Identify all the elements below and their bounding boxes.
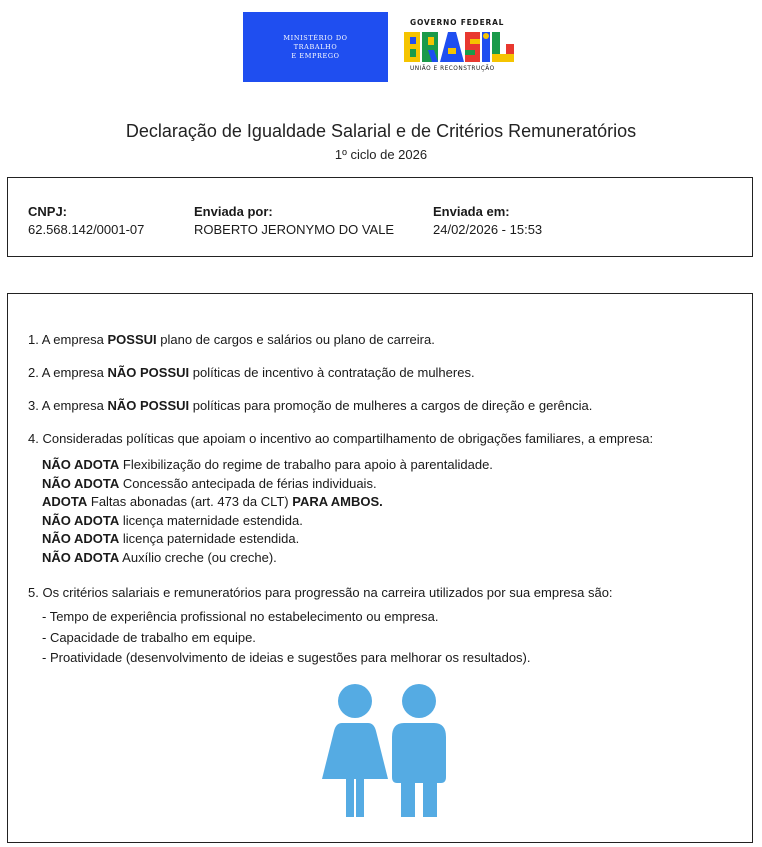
item-4: 4. Consideradas políticas que apoiam o incentivo ao compartilhamento de obrigações familiares, a empresa: [28, 431, 654, 446]
item-2-post: políticas de incentivo à contratação de mulheres. [189, 365, 475, 380]
submission-info-box [7, 177, 753, 257]
item-3-status: NÃO POSSUI [107, 398, 190, 413]
criteria-item: - Proatividade (desenvolvimento de ideias e sugestões para melhorar os resultados). [42, 650, 531, 665]
ministry-line-2: TRABALHO [293, 42, 338, 51]
item-1-status: POSSUI [107, 332, 157, 347]
ministry-line-1: MINISTÉRIO DO [283, 33, 348, 42]
criteria-item: - Capacidade de trabalho em equipe. [42, 629, 256, 645]
cnpj-value: 62.568.142/0001-07 [28, 222, 145, 237]
government-logo [400, 16, 522, 78]
criteria-item: - Tempo de experiência profissional no estabelecimento ou empresa. [42, 609, 439, 624]
sent-by-value: ROBERTO JERONYMO DO VALE [194, 222, 395, 237]
cnpj-field [28, 203, 144, 239]
sent-by-label: Enviada por: [194, 204, 273, 219]
sent-at-label: Enviada em: [433, 204, 510, 219]
ministry-line-3: E EMPREGO [291, 51, 340, 60]
gov-bottom-text: UNIÃO E RECONSTRUÇÃO [410, 66, 495, 72]
item-5: 5. Os critérios salariais e remuneratórios para progressão na carreira utilizados por sua empresa são: [28, 585, 613, 600]
man-figure-icon [392, 684, 446, 817]
item-2-pre: 2. A empresa [28, 365, 108, 380]
sent-by-field [194, 203, 394, 239]
item-3-post: políticas para promoção de mulheres a cargos de direção e gerência. [189, 398, 593, 413]
policy-item: NÃO ADOTA licença maternidade estendida. [42, 512, 303, 528]
item-1-pre: 1. A empresa [28, 332, 108, 347]
item-2-status: NÃO POSSUI [107, 365, 190, 380]
cnpj-label: CNPJ: [28, 204, 68, 219]
item-3-pre: 3. A empresa [28, 398, 108, 413]
page-subtitle: 1º ciclo de 2026 [334, 147, 428, 162]
declaration-box [7, 293, 753, 843]
page-title: Declaração de Igualdade Salarial e de Critérios Remuneratórios [125, 121, 637, 141]
brasil-wordmark [402, 30, 520, 64]
gov-top-text: GOVERNO FEDERAL [410, 18, 505, 27]
sent-at-field [433, 203, 542, 239]
policy-item: NÃO ADOTA Concessão antecipada de férias individuais. [42, 475, 377, 491]
policy-item: ADOTA Faltas abonadas (art. 473 da CLT) PARA AMBOS. [42, 494, 383, 510]
policy-item: NÃO ADOTA Flexibilização do regime de trabalho para apoio à parentalidade. [42, 457, 493, 472]
people-illustration [318, 679, 448, 819]
item-1-post: plano de cargos e salários ou plano de carreira. [156, 332, 435, 347]
ministry-logo [243, 12, 388, 82]
policy-item: NÃO ADOTA Auxílio creche (ou creche). [42, 550, 277, 565]
item-1 [28, 331, 435, 349]
sent-at-value: 24/02/2026 - 15:53 [433, 222, 543, 237]
item-3 [28, 397, 592, 415]
policy-item: NÃO ADOTA licença paternidade estendida. [42, 531, 300, 547]
item-2 [28, 364, 475, 382]
woman-figure-icon [322, 684, 388, 817]
